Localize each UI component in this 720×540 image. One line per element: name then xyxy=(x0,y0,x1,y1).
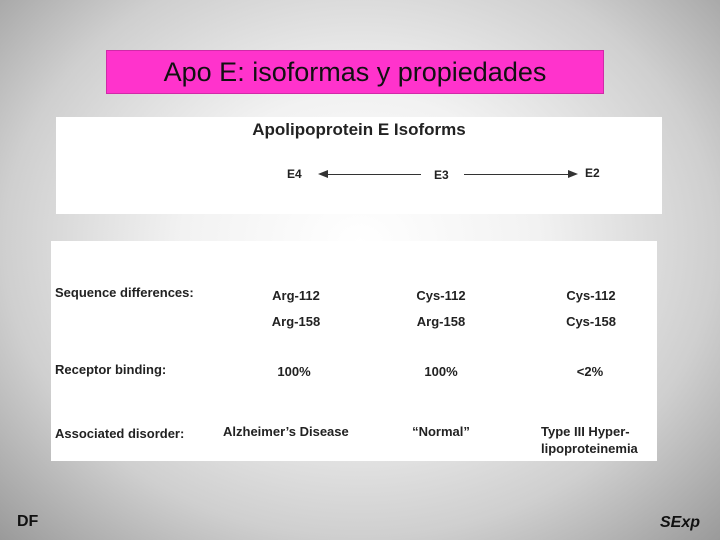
cell-e3-receptor: 100% xyxy=(424,364,458,379)
isoform-e2: E2 xyxy=(585,166,600,180)
cell-e2-disorder: Type III Hyper- lipoproteinemia xyxy=(541,424,638,456)
isoform-e3: E3 xyxy=(434,168,449,182)
isoform-e4: E4 xyxy=(287,167,302,181)
cell-e2-receptor: <2% xyxy=(576,364,604,379)
cell-e3-disorder: “Normal” xyxy=(412,424,470,439)
arrow-right-icon xyxy=(568,170,578,178)
cell-e3-sequence: Cys-112 Arg-158 xyxy=(416,288,466,329)
isoforms-heading: Apolipoprotein E Isoforms xyxy=(252,120,466,139)
cell-e4-disorder: Alzheimer’s Disease xyxy=(223,424,349,439)
row-label-disorder: Associated disorder: xyxy=(55,426,185,441)
footer-left-label: DF xyxy=(17,513,39,530)
arrow-left-line xyxy=(328,174,421,175)
arrow-left-icon xyxy=(318,170,328,178)
cell-e4-sequence: Arg-112 Arg-158 xyxy=(271,288,321,329)
isoforms-panel xyxy=(56,117,662,214)
slide-title-text: Apo E: isoformas y propiedades xyxy=(163,56,547,87)
slide-title xyxy=(106,50,604,94)
cell-e2-sequence: Cys-112 Cys-158 xyxy=(566,288,616,329)
cell-e4-receptor: 100% xyxy=(277,364,311,379)
arrow-right-line xyxy=(464,174,568,175)
footer-right-label: SExp xyxy=(660,514,701,531)
row-label-receptor: Receptor binding: xyxy=(55,362,167,377)
properties-table xyxy=(51,241,657,461)
row-label-sequence: Sequence differences: xyxy=(55,285,194,300)
